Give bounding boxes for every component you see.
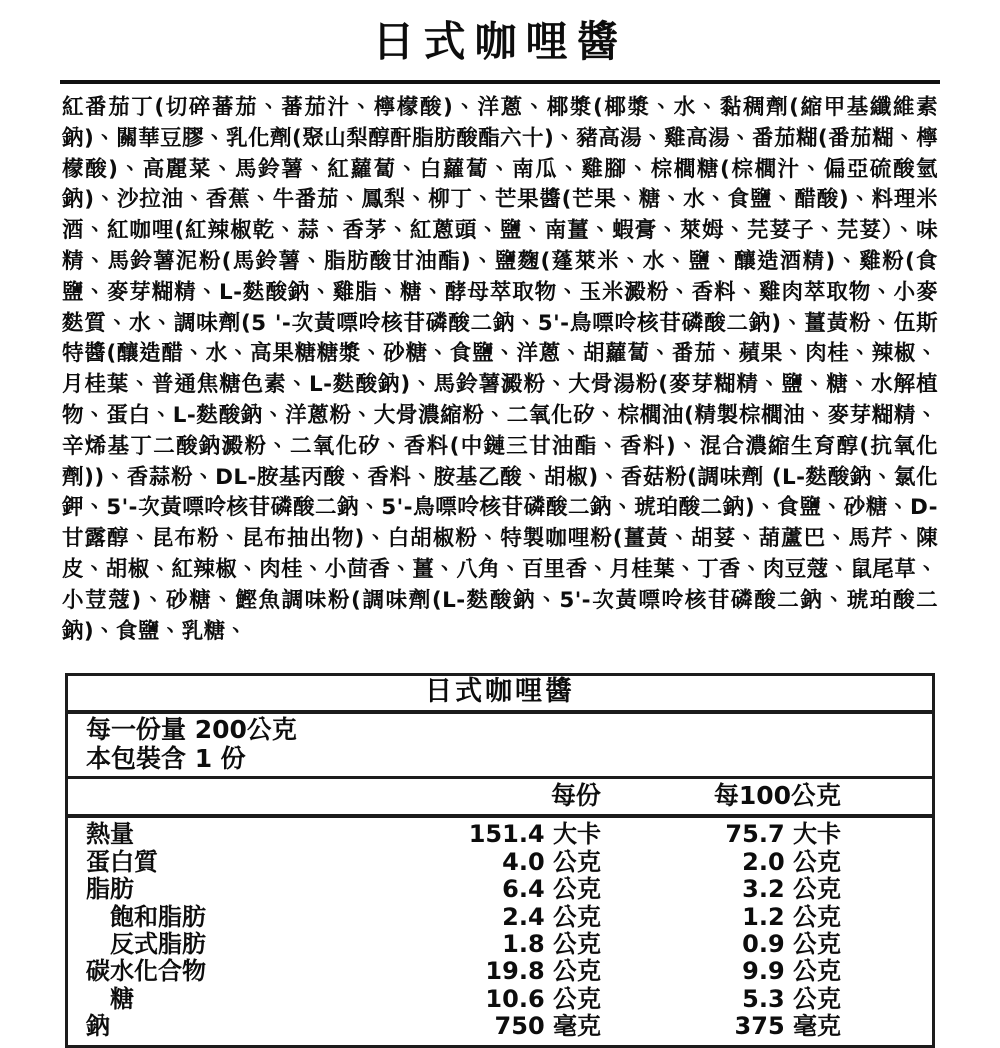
table-row (68, 849, 932, 876)
nutrition-table-title: 日式咖哩醬 (425, 676, 575, 708)
value-per-serving: 10.6 公克 (485, 984, 601, 1013)
value-per-serving: 2.4 公克 (502, 902, 601, 931)
page-title: 日式咖哩醬 (372, 17, 628, 66)
value-per-100g: 3.2 公克 (742, 875, 841, 904)
title-divider (60, 80, 940, 84)
nutrition-table (65, 673, 935, 1047)
nutrient-label: 脂肪 (86, 875, 134, 904)
column-header-per-serving: 每份 (550, 781, 601, 811)
value-per-serving: 1.8 公克 (502, 929, 601, 958)
nutrient-label: 糖 (110, 984, 134, 1013)
value-per-serving: 19.8 公克 (485, 957, 601, 986)
table-row (68, 931, 932, 958)
value-per-100g: 5.3 公克 (742, 984, 841, 1013)
value-per-100g: 9.9 公克 (742, 957, 841, 986)
ingredients-paragraph: 紅番茄丁(切碎蕃茄、蕃茄汁、檸檬酸)、洋蔥、椰漿(椰漿、水、黏稠劑(縮甲基纖維素鈉)、關華豆膠、乳化劑(聚山梨醇酐脂肪酸酯六十)、豬高湯、雞高湯、番茄糊(番茄糊、檸檬酸)、高麗菜、馬鈴薯、紅蘿蔔、白蘿蔔、南瓜、雞腳、棕櫚糖(棕櫚汁、偏亞硫酸氫鈉)、沙拉油、香蕉、牛番茄、鳳梨、柳丁、芒果醬(芒果、糖、水、食鹽、醋酸)、料理米酒、紅咖哩(紅辣椒乾、蒜、香茅、紅蔥頭、鹽、南薑、蝦膏、萊姆、芫荽子、芫荽）、味精、馬鈴薯泥粉(馬鈴薯、脂肪酸甘油酯)、鹽麴(蓬萊米、水、鹽、釀造酒精)、雞粉(食鹽、麥芽糊精、L-麩酸鈉、雞脂、糖、酵母萃取物、玉米澱粉、香料、雞肉萃取物、小麥麩質、水、調味劑(5 '-次黃嘌呤核苷磷酸二鈉、5'-鳥嘌呤核苷磷酸二鈉)、薑黃粉、伍斯特醬(釀造醋、水、高果糖糖漿、砂糖、食鹽、洋蔥、胡蘿蔔、番茄、蘋果、肉桂、辣椒、月桂葉、普通焦糖色素、L-麩酸鈉)、馬鈴薯澱粉、大骨湯粉(麥芽糊精、鹽、糖、水解植物、蛋白、L-麩酸鈉、洋蔥粉、大骨濃縮粉、二氧化矽、棕櫚油(精製棕櫚油、麥芽糊精、辛烯基丁二酸鈉澱粉、二氧化矽、香料(中鏈三甘油酯、香料)、混合濃縮生育醇(抗氧化劑))、香蒜粉、DL-胺基丙酸、香料、胺基乙酸、胡椒)、香菇粉(調味劑 (L-麩酸鈉、氯化鉀、5'-次黃嘌呤核苷磷酸二鈉、5'-鳥嘌呤核苷磷酸二鈉、琥珀酸二鈉)、食鹽、砂糖、D-甘露醇、昆布粉、昆布抽出物)、白胡椒粉、特製咖哩粉(薑黃、胡荽、葫蘆巴、馬芹、陳皮、胡椒、紅辣椒、肉桂、小茴香、薑、八角、百里香、月桂葉、丁香、肉豆蔻、鼠尾草、小荳蔻)、砂糖、鰹魚調味粉(調味劑(L-麩酸鈉、5'-次黃嘌呤核苷磷酸二鈉、琥珀酸二鈉)、食鹽、乳糖、 (62, 95, 939, 644)
nutrient-label: 反式脂肪 (110, 929, 206, 958)
nutrient-label: 飽和脂肪 (110, 902, 206, 931)
nutrient-label: 鈉 (86, 1012, 110, 1041)
serving-size-text: 每一份量 200公克 (86, 715, 297, 745)
column-header-row (68, 779, 932, 814)
table-row (68, 1013, 932, 1040)
table-row (68, 821, 932, 848)
nutrition-rows (68, 818, 932, 1044)
value-per-100g: 2.0 公克 (742, 847, 841, 876)
table-row (68, 904, 932, 931)
label-page (0, 16, 1000, 1041)
value-per-serving: 4.0 公克 (502, 847, 601, 876)
servings-per-package-text: 本包裝含 1 份 (86, 743, 246, 773)
value-per-100g: 375 毫克 (734, 1012, 841, 1041)
nutrient-label: 蛋白質 (86, 847, 158, 876)
value-per-100g: 1.2 公克 (742, 902, 841, 931)
value-per-100g: 0.9 公克 (742, 929, 841, 958)
table-row (68, 876, 932, 903)
nutrient-label: 熱量 (86, 820, 134, 849)
value-per-serving: 6.4 公克 (502, 875, 601, 904)
value-per-serving: 750 毫克 (494, 1012, 601, 1041)
value-per-serving: 151.4 大卡 (468, 820, 601, 849)
column-header-per-100g: 每100公克 (713, 781, 841, 811)
table-row (68, 986, 932, 1013)
nutrient-label: 碳水化合物 (86, 957, 206, 986)
serving-info (68, 714, 932, 776)
table-row (68, 958, 932, 985)
value-per-100g: 75.7 大卡 (725, 820, 841, 849)
